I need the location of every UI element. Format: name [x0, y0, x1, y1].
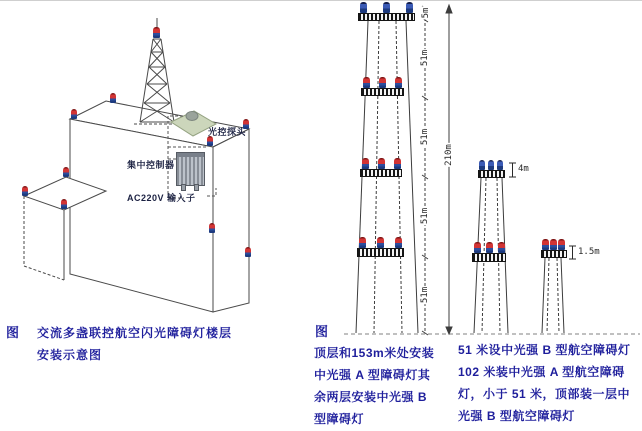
dim-label-210m: 210m — [444, 144, 454, 166]
caption-line: 51 米设中光强 B 型航空障碍灯 — [458, 343, 631, 357]
obstruction-light-icon — [379, 77, 386, 88]
controller-label: 集中控制器 — [127, 160, 175, 170]
dim-label-51m: 51m — [420, 49, 430, 67]
light-platform — [541, 250, 567, 258]
caption-line: 顶层和153m米处安装 — [314, 346, 435, 360]
obstruction-light-icon — [360, 2, 367, 13]
obstruction-light-icon — [71, 109, 77, 119]
obstruction-light-icon — [498, 242, 505, 253]
obstruction-light-icon — [245, 247, 251, 257]
dim-label-51m: 51m — [420, 286, 430, 304]
dim-label-4m: 4m — [518, 164, 529, 174]
dim-label-51m: 51m — [420, 128, 430, 146]
dim-label-5m: 5m — [421, 7, 431, 19]
antenna-tip-light-icon — [153, 27, 160, 38]
obstruction-light-icon — [497, 160, 503, 170]
right-caption-col1 — [314, 342, 434, 430]
obstruction-light-icon — [395, 237, 402, 248]
obstruction-light-icon — [362, 158, 369, 169]
power-input-label: AC220V 输入子 — [127, 193, 196, 203]
caption-line: 型障碍灯 — [314, 412, 365, 426]
dim-bracket-1-5m — [569, 246, 576, 259]
caption-line: 光强 B 型航空障碍灯 — [458, 409, 575, 423]
probe-label: 光控探头 — [208, 127, 247, 137]
light-platform — [361, 88, 404, 96]
obstruction-light-icon — [61, 199, 67, 209]
caption-line: 余两层安装中光强 B — [314, 390, 428, 404]
caption-line: 灯，小于 51 米，顶部装一层中 — [458, 387, 631, 401]
obstruction-light-icon — [486, 242, 493, 253]
light-platform — [358, 13, 415, 21]
obstruction-light-icon — [377, 237, 384, 248]
controller-foot — [181, 184, 186, 191]
left-figure-tag: 图 — [6, 325, 20, 340]
light-platform — [360, 169, 402, 177]
obstruction-light-icon — [22, 186, 28, 196]
obstruction-light-icon — [363, 77, 370, 88]
caption-line: 102 米装中光强 A 型航空障碍 — [458, 365, 625, 379]
obstruction-light-icon — [558, 239, 565, 250]
dim-label-51m: 51m — [420, 207, 430, 225]
dim-bracket-4m — [509, 163, 516, 177]
obstruction-light-icon — [406, 2, 413, 13]
right-figure-tag: 图 — [315, 324, 329, 339]
light-platform — [472, 253, 506, 262]
obstruction-light-icon — [542, 239, 549, 250]
obstruction-light-icon — [394, 158, 401, 169]
left-caption-line: 安装示意图 — [37, 348, 103, 362]
obstruction-light-icon — [63, 167, 69, 177]
obstruction-light-icon — [359, 237, 366, 248]
controller-foot — [194, 184, 199, 191]
obstruction-light-icon — [395, 77, 402, 88]
obstruction-light-icon — [209, 223, 215, 233]
obstruction-light-icon — [378, 158, 385, 169]
left-caption-line: 交流多盏联控航空闪光障碍灯楼层 — [37, 326, 233, 340]
right-caption-col2 — [458, 339, 631, 427]
dim-label-1-5m: 1.5m — [578, 247, 600, 257]
tall-tower — [356, 21, 418, 333]
caption-line: 中光强 A 型障碍灯其 — [314, 368, 431, 382]
obstruction-light-icon — [383, 2, 390, 13]
obstruction-light-icon — [479, 160, 485, 170]
total-dim-line — [446, 5, 452, 334]
obstruction-light-icon — [110, 93, 116, 103]
light-platform — [357, 248, 404, 257]
controller-box — [176, 152, 205, 186]
small-tower — [542, 258, 564, 333]
obstruction-light-icon — [550, 239, 557, 250]
obstruction-light-icon — [488, 160, 494, 170]
obstruction-light-icon — [474, 242, 481, 253]
light-platform — [478, 170, 505, 178]
